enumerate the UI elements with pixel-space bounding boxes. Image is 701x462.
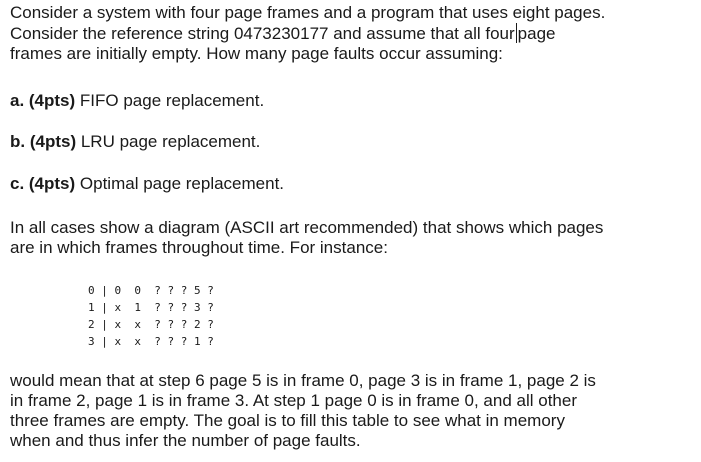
question-b-text: LRU page replacement. [76,132,261,151]
intro-line-2-text: Consider the reference string 0473230177 and assume that all four [10,24,515,43]
text-cursor [516,23,517,43]
cases-line-2: are in which frames throughout time. For instance: [10,238,388,257]
intro-line-1: Consider a system with four page frames and a program that uses eight pages. [10,3,606,22]
cases-paragraph [10,218,700,258]
explain-line-3: three frames are empty. The goal is to fill this table to see what in memory [10,411,565,430]
intro-line-2-tail: page [517,24,556,43]
explain-line-4: when and thus infer the number of page faults. [10,431,361,450]
diagram-row-frame-3: 3 | x x ? ? ? 1 ? [88,335,214,348]
question-a-text: FIFO page replacement. [75,91,265,110]
explain-line-1: would mean that at step 6 page 5 is in frame 0, page 3 is in frame 1, page 2 is [10,371,596,390]
diagram-row-frame-2: 2 | x x ? ? ? 2 ? [88,318,214,331]
question-a-prefix: a. (4pts) [10,91,76,110]
question-b [10,132,700,152]
intro-line-2 [10,23,700,44]
question-a [10,91,700,111]
intro-paragraph [10,3,700,64]
question-b-prefix: b. (4pts) [10,132,77,151]
cases-line-1: In all cases show a diagram (ASCII art recommended) that shows which pages [10,218,604,237]
explanation-paragraph [10,371,700,451]
question-c [10,174,700,194]
question-c-prefix: c. (4pts) [10,174,76,193]
diagram-row-frame-1: 1 | x 1 ? ? ? 3 ? [88,301,214,314]
intro-line-3: frames are initially empty. How many page faults occur assuming: [10,44,503,63]
diagram-row-frame-0: 0 | 0 0 ? ? ? 5 ? [88,284,214,297]
question-c-text: Optimal page replacement. [75,174,285,193]
frame-diagram [88,282,214,350]
explain-line-2: in frame 2, page 1 is in frame 3. At step 1 page 0 is in frame 0, and all other [10,391,577,410]
